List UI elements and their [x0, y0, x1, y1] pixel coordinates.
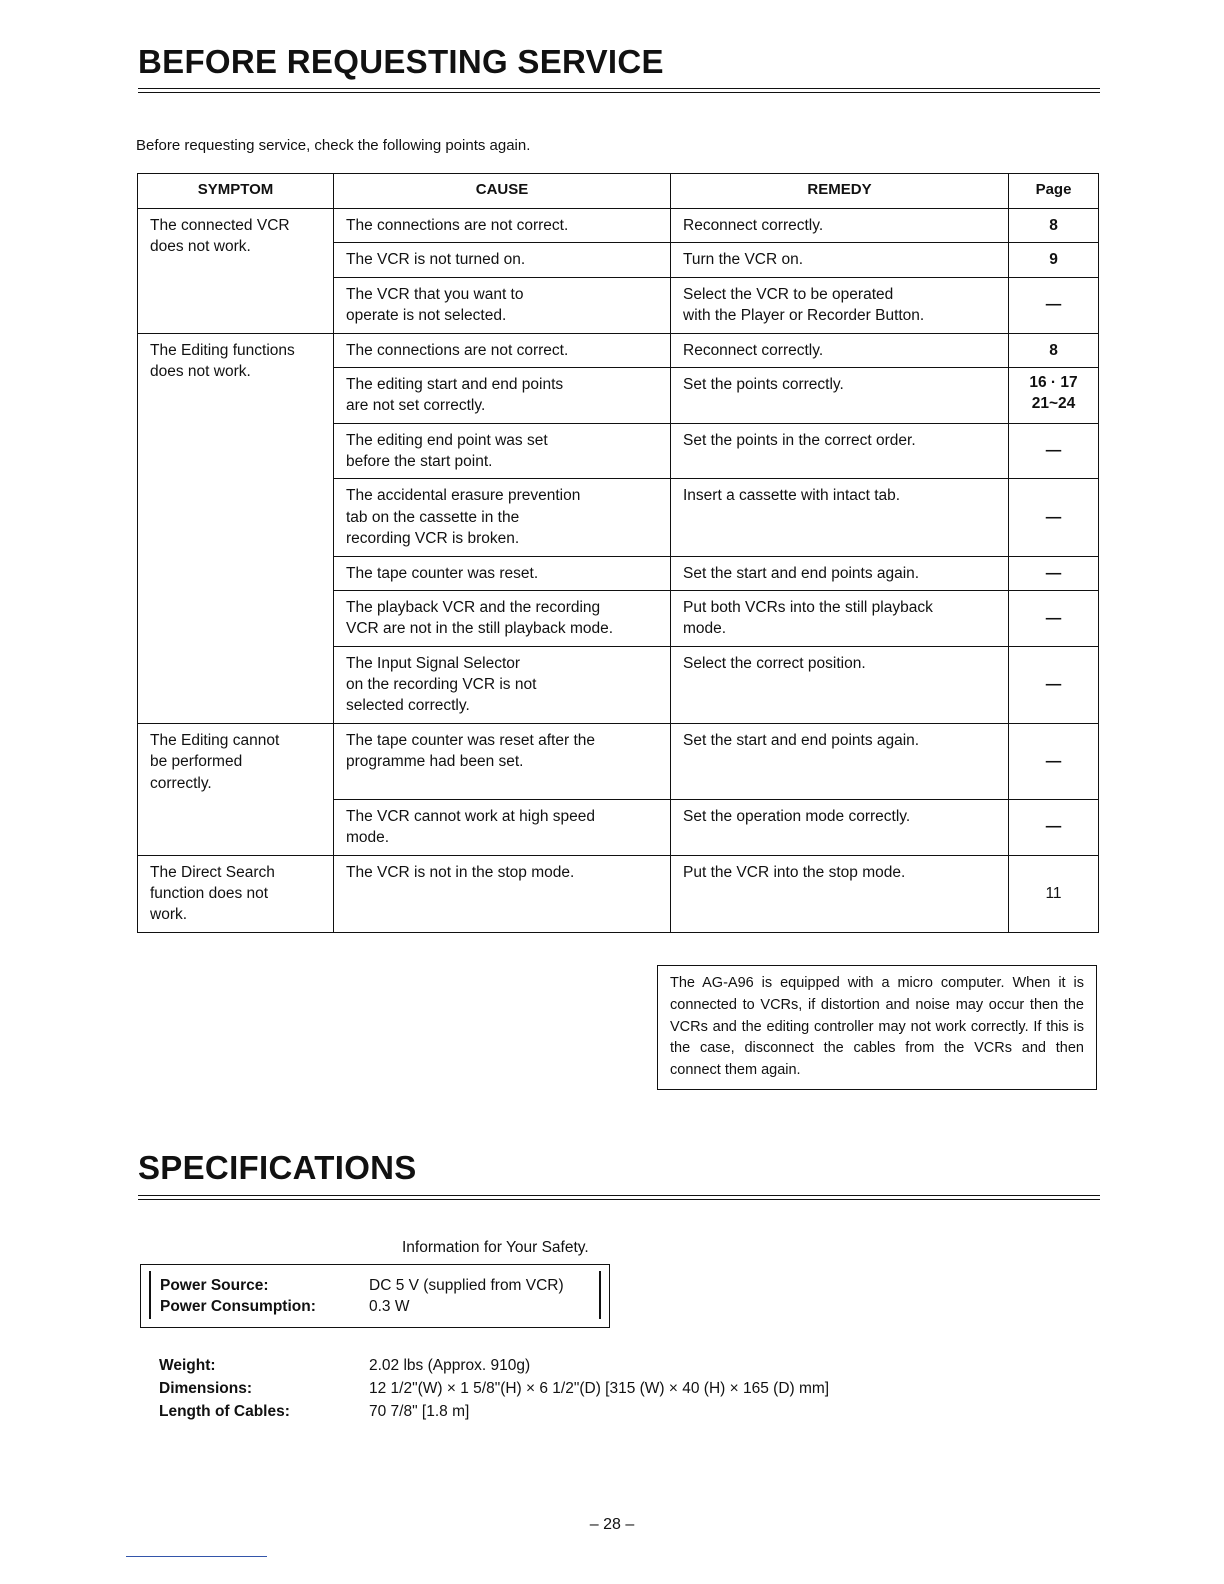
cause-cell: The editing start and end points are not set correctly. [334, 367, 671, 423]
remedy-cell: Set the start and end points again. [671, 556, 1009, 590]
cause-cell: The VCR is not turned on. [334, 243, 671, 277]
page-cell: — [1009, 590, 1099, 646]
cause-cell: The tape counter was reset. [334, 556, 671, 590]
power-info-box [140, 1264, 610, 1328]
page-title: BEFORE REQUESTING SERVICE [138, 43, 664, 80]
title-rule [138, 88, 1100, 93]
header-symptom: SYMPTOM [138, 174, 334, 209]
remedy-cell: Turn the VCR on. [671, 243, 1009, 277]
table-row [138, 209, 1099, 243]
page-cell: 11 [1009, 855, 1099, 932]
page-cell: — [1009, 799, 1099, 855]
page-cell: 8 [1009, 333, 1099, 367]
remedy-cell: Insert a cassette with intact tab. [671, 479, 1009, 556]
remedy-cell: Set the points correctly. [671, 367, 1009, 423]
page-cell: 16 · 17 21~24 [1009, 367, 1099, 423]
symptom-cell: The connected VCR does not work. [138, 209, 334, 334]
micro-computer-note: The AG-A96 is equipped with a micro computer. When it is connected to VCRs, if distortion and noise may occur then the VCRs and the editing controller may not work correctly. If this is the case, disconnect the cables from the VCRs and then connect them again. [657, 965, 1097, 1090]
remedy-cell: Put both VCRs into the still playback mode. [671, 590, 1009, 646]
page-cell: — [1009, 277, 1099, 333]
cause-cell: The editing end point was set before the start point. [334, 423, 671, 479]
cables-label: Length of Cables: [159, 1403, 290, 1420]
symptom-cell: The Direct Search function does not work. [138, 855, 334, 932]
header-cause: CAUSE [334, 174, 671, 209]
power-consumption-label: Power Consumption: [160, 1298, 316, 1315]
troubleshooting-table [137, 173, 1099, 933]
remedy-cell: Set the points in the correct order. [671, 423, 1009, 479]
page-cell: 8 [1009, 209, 1099, 243]
remedy-cell: Put the VCR into the stop mode. [671, 855, 1009, 932]
cause-cell: The accidental erasure prevention tab on the cassette in the recording VCR is broken. [334, 479, 671, 556]
page-cell: — [1009, 423, 1099, 479]
power-consumption-value: 0.3 W [369, 1298, 410, 1315]
cause-cell: The connections are not correct. [334, 209, 671, 243]
power-source-label: Power Source: [160, 1277, 269, 1294]
table-header-row [138, 174, 1099, 209]
page-cell: 9 [1009, 243, 1099, 277]
dimensions-value: 12 1/2"(W) × 1 5/8"(H) × 6 1/2"(D) [315 (W) × 40 (H) × 165 (D) mm] [369, 1380, 830, 1397]
remedy-cell: Reconnect correctly. [671, 209, 1009, 243]
page-cell: — [1009, 646, 1099, 723]
cause-cell: The VCR cannot work at high speed mode. [334, 799, 671, 855]
dimensions-label: Dimensions: [159, 1380, 253, 1397]
cause-cell: The playback VCR and the recording VCR are not in the still playback mode. [334, 590, 671, 646]
table-row [138, 333, 1099, 367]
symptom-cell: The Editing functions does not work. [138, 333, 334, 723]
cause-cell: The VCR that you want to operate is not selected. [334, 277, 671, 333]
table-row [138, 855, 1099, 932]
cause-cell: The tape counter was reset after the programme had been set. [334, 723, 671, 799]
remedy-cell: Reconnect correctly. [671, 333, 1009, 367]
symptom-cell: The Editing cannot be performed correctly. [138, 723, 334, 855]
header-remedy: REMEDY [671, 174, 1009, 209]
page-cell: — [1009, 479, 1099, 556]
remedy-cell: Select the VCR to be operated with the Player or Recorder Button. [671, 277, 1009, 333]
specifications-title: SPECIFICATIONS [138, 1149, 417, 1186]
power-source-value: DC 5 V (supplied from VCR) [369, 1277, 564, 1294]
cause-cell: The connections are not correct. [334, 333, 671, 367]
cause-cell: The Input Signal Selector on the recording VCR is not selected correctly. [334, 646, 671, 723]
remedy-cell: Set the operation mode correctly. [671, 799, 1009, 855]
page-cell: — [1009, 723, 1099, 799]
page-number: – 28 – [589, 1516, 635, 1533]
page-cell: — [1009, 556, 1099, 590]
remedy-cell: Select the correct position. [671, 646, 1009, 723]
table-row [138, 723, 1099, 799]
specifications-rule [138, 1195, 1100, 1200]
intro-text: Before requesting service, check the following points again. [136, 137, 531, 154]
cause-cell: The VCR is not in the stop mode. [334, 855, 671, 932]
weight-label: Weight: [159, 1357, 216, 1374]
footer-line [126, 1556, 267, 1557]
remedy-cell: Set the start and end points again. [671, 723, 1009, 799]
cables-value: 70 7/8" [1.8 m] [369, 1403, 470, 1420]
weight-value: 2.02 lbs (Approx. 910g) [369, 1357, 531, 1374]
header-page: Page [1009, 174, 1099, 209]
safety-caption: Information for Your Safety. [402, 1239, 589, 1256]
